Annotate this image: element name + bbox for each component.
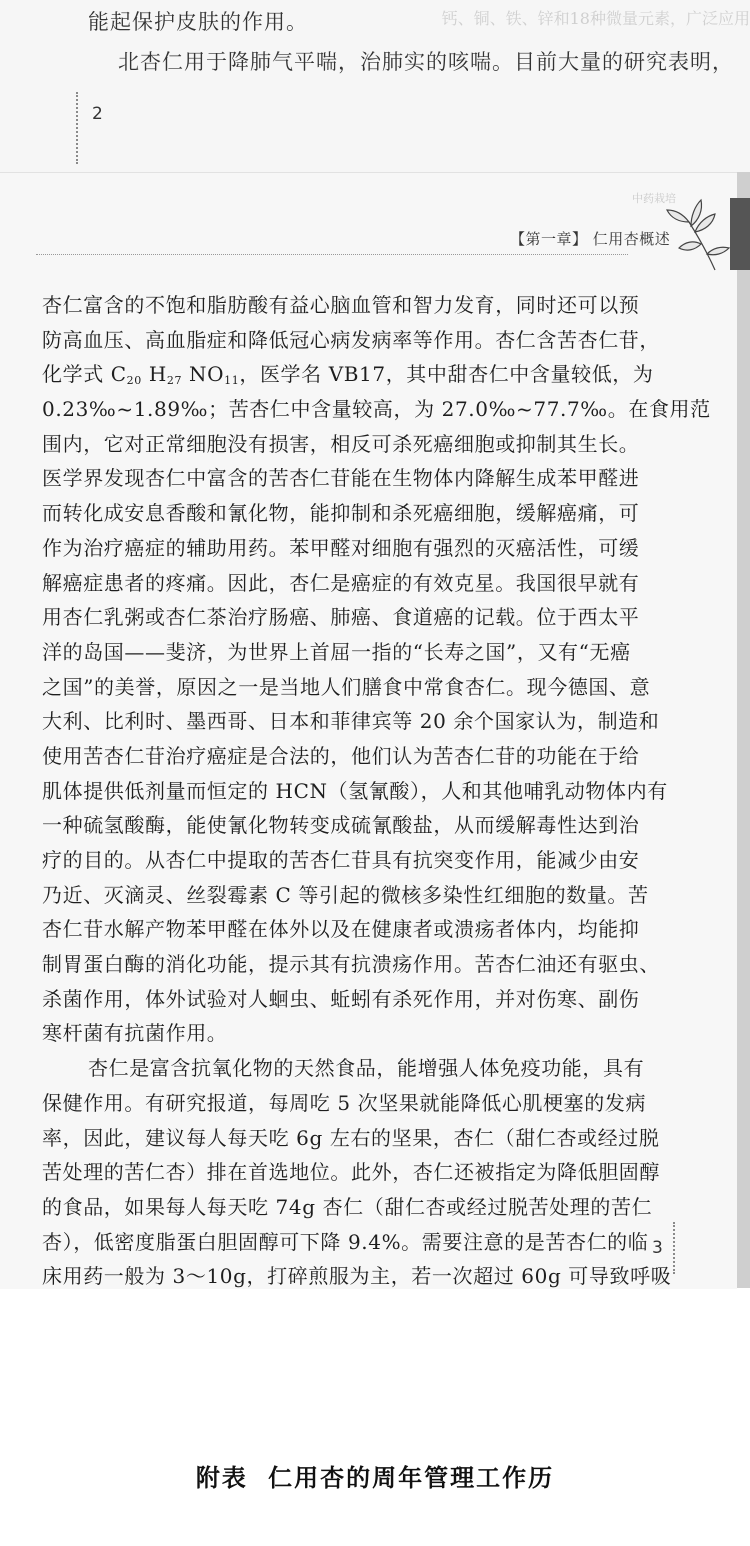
text-line: 之国”的美誉，原因之一是当地人们膳食中常食杏仁。现今德国、意 [42,674,651,699]
bleed-through-text: 钙、铜、铁、锌和18种微量元素，广泛应用 [441,9,750,28]
text-line: 0.23‰~1.89‰；苦杏仁中含量较高，为 27.0‰~77.7‰。在食用范 [42,397,711,422]
text-line: 杏仁富含的不饱和脂肪酸有益心脑血管和智力发育，同时还可以预 [42,293,640,317]
text-line: 医学界发现杏仁中富含的苦杏仁苷能在生物体内降解生成苯甲醛进 [42,466,640,491]
text-line: 解癌症患者的疼痛。因此，杏仁是癌症的有效克星。我国很早就有 [42,570,640,595]
text-line: 杀菌作用，体外试验对人蛔虫、蚯蚓有杀死作用，并对伤寒、副伤 [42,986,640,1011]
page-margin-dotted-rule [673,1222,675,1274]
text-line: 洋的岛国——斐济，为世界上首屈一指的“长寿之国”，又有“无癌 [42,639,631,664]
header-dotted-rule [36,254,628,255]
previous-page-line: 北杏仁用于降肺气平喘，治肺实的咳喘。目前大量的研究表明， [118,50,734,74]
text-line: 率，因此，建议每人每天吃 6g 左右的坚果，杏仁（甜仁杏或经过脱 [42,1125,660,1150]
page-edge-strip [737,172,750,1288]
text-line: 大利、比利时、墨西哥、日本和菲律宾等 20 余个国家认为，制造和 [42,709,660,734]
text-line: 杏），低密度脂蛋白胆固醇可下降 9.4%。需要注意的是苦杏仁的临 [42,1229,649,1254]
text-line-formula: 化学式 $C_{20}$ $H_{27}$ $NO_{11}$，医学名 VB17，其中甜杏仁中含量较低，为 [42,362,654,388]
text-line: 肌体提供低剂量而恒定的 HCN（氢氰酸），人和其他哺乳动物体内有 [42,778,668,803]
text-line: 而转化成安息香酸和氰化物，能抑制和杀死癌细胞，缓解癌痛，可 [42,501,640,526]
text-line: 围内，它对正常细胞没有损害，相反可杀死癌细胞或抑制其生长。 [42,431,640,456]
chapter-running-header: 【第一章】 仁用杏概述 [510,230,671,248]
text-line: 用杏仁乳粥或杏仁茶治疗肠癌、肺癌、食道癌的记载。位于西太平 [42,605,640,630]
text-line: 作为治疗癌症的辅助用药。苯甲醛对细胞有强烈的灭癌活性，可缓 [42,535,640,560]
text-line: 杏仁苷水解产物苯甲醛在体外以及在健康者或溃疡者体内，均能抑 [42,917,640,942]
text-line: 苦处理的苦仁杏）排在首选地位。此外，杏仁还被指定为降低胆固醇 [42,1160,660,1185]
page-number: 3 [652,1238,663,1258]
page-margin-dotted-rule [76,92,78,164]
text-line: 一种硫氢酸酶，能使氰化物转变成硫氰酸盐，从而缓解毒性达到治 [42,813,640,838]
text-line: 使用苦杏仁苷治疗癌症是合法的，他们认为苦杏仁苷的功能在于给 [42,743,640,768]
text-line: 制胃蛋白酶的消化功能，提示其有抗溃疡作用。苦杏仁油还有驱虫、 [42,952,660,977]
text-line: 床用药一般为 3～10g，打碎煎服为主，若一次超过 60g 可导致呼吸 [42,1264,672,1289]
text-line: 寒杆菌有抗菌作用。 [42,1021,228,1046]
paragraph-first-line: 杏仁是富含抗氧化物的天然食品，能增强人体免疫功能，具有 [88,1056,645,1081]
text-line: 防高血压、高血脂症和降低冠心病发病率等作用。杏仁含苦杏仁苷， [42,327,660,352]
previous-page [0,0,750,172]
text-line: 保健作用。有研究报道，每周吃 5 次坚果就能降低心肌梗塞的发病 [42,1090,647,1115]
appendix-table-caption: 附表 仁用杏的周年管理工作历 [195,1464,555,1492]
previous-page-line: 能起保护皮肤的作用。 [88,10,308,34]
text-line: 疗的目的。从杏仁中提取的苦杏仁苷具有抗突变作用，能减少由安 [42,848,640,872]
previous-page-number: 2 [92,104,103,124]
text-line: 的食品，如果每人每天吃 74g 杏仁（甜仁杏或经过脱苦处理的苦仁 [42,1194,653,1219]
chapter-thumb-tab [730,198,750,270]
text-line: 乃近、灭滴灵、丝裂霉素 C 等引起的微核多染性红细胞的数量。苦 [42,882,649,907]
header-watermark: 中药栽培 [632,192,676,205]
body-text [42,288,711,1294]
